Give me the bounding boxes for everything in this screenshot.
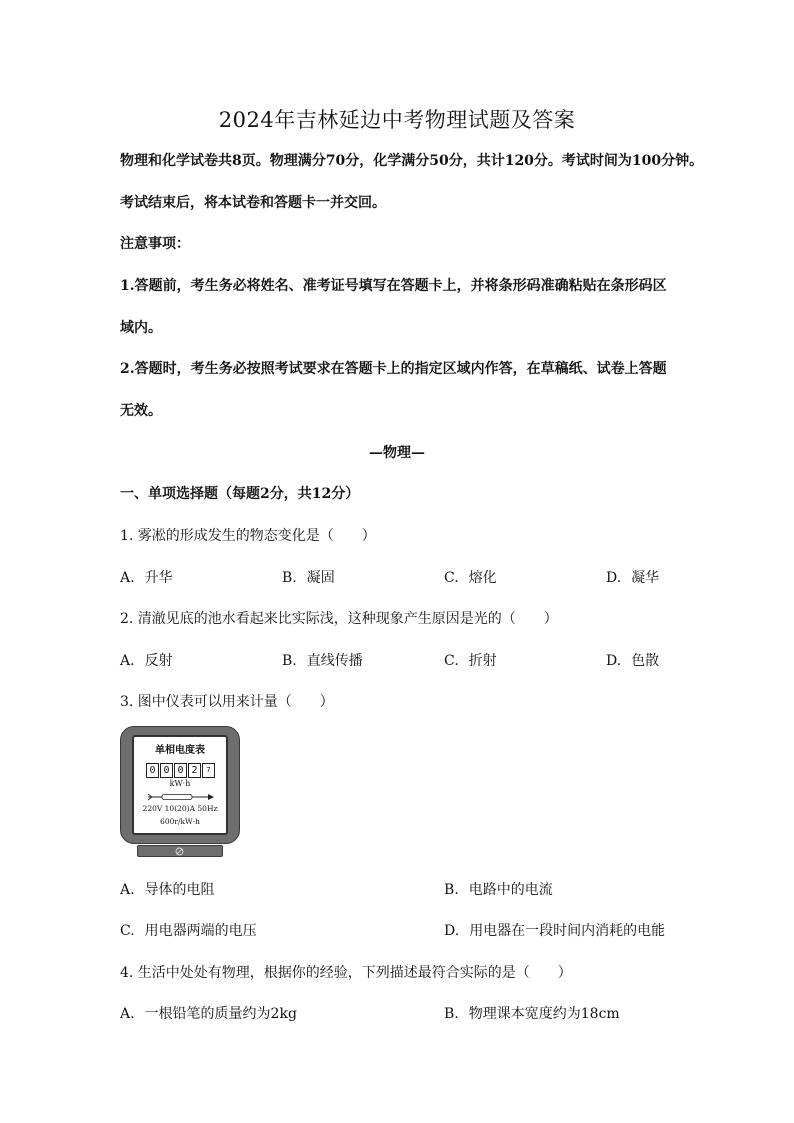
- option-2a: [120, 650, 173, 670]
- option-text: 导体的电阻: [144, 882, 215, 898]
- option-text: 反射: [144, 653, 173, 669]
- meter-base: [137, 845, 223, 857]
- option-3b: [444, 879, 553, 899]
- meter-digit: 2: [188, 763, 201, 778]
- meter-name: 单相电度表: [155, 745, 205, 756]
- option-letter: A.: [120, 882, 135, 898]
- question-stem-4: 4. 生活中处处有物理，根据你的经验，下列描述最符合实际的是（ ）: [120, 965, 572, 981]
- option-text: 物理课本宽度约为18cm: [468, 1006, 620, 1022]
- option-letter: C.: [444, 570, 459, 586]
- terminal-screw-icon: [175, 847, 184, 856]
- option-text: 折射: [468, 653, 497, 669]
- meter-digit-row: [146, 763, 216, 778]
- electricity-meter-figure: [120, 726, 240, 860]
- option-letter: B.: [444, 1006, 459, 1022]
- option-text: 一根铅笔的质量约为2kg: [144, 1006, 297, 1022]
- rotating-disc-arrow-icon: [146, 792, 214, 802]
- notice-item-2b: 无效。: [120, 403, 162, 419]
- option-2d: [606, 650, 659, 670]
- option-4a: [120, 1003, 297, 1023]
- meter-digit: 0: [146, 763, 159, 778]
- option-letter: B.: [282, 653, 297, 669]
- option-letter: C.: [444, 653, 459, 669]
- meter-spec: 220V 10(20)A 50Hz: [142, 804, 218, 813]
- option-2b: [282, 650, 363, 670]
- notice-item-2a: 2.答题时，考生务必按照考试要求在答题卡上的指定区域内作答，在草稿纸、试卷上答题: [120, 361, 667, 377]
- question-stem-3: 3. 图中仪表可以用来计量（ ）: [120, 694, 334, 710]
- option-3d: [444, 920, 665, 940]
- option-text: 用电器两端的电压: [144, 923, 257, 939]
- option-text: 用电器在一段时间内消耗的电能: [469, 923, 666, 939]
- intro-line-2: 考试结束后，将本试卷和答题卡一并交回。: [120, 195, 386, 211]
- meter-face: [132, 735, 228, 835]
- option-3c: [120, 920, 257, 940]
- option-text: 凝华: [631, 570, 660, 586]
- option-text: 凝固: [306, 570, 335, 586]
- page-title: 2024年吉林延边中考物理试题及答案: [218, 108, 576, 132]
- option-letter: A.: [120, 1006, 135, 1022]
- meter-constant: 600r/kW·h: [160, 817, 200, 826]
- option-text: 升华: [144, 570, 173, 586]
- option-letter: A.: [120, 653, 135, 669]
- meter-body: [120, 726, 240, 844]
- option-4b: [444, 1003, 620, 1023]
- option-text: 色散: [631, 653, 660, 669]
- option-letter: A.: [120, 570, 135, 586]
- option-3a: [120, 879, 215, 899]
- option-text: 熔化: [468, 570, 497, 586]
- option-1d: [606, 567, 659, 587]
- option-1a: [120, 567, 173, 587]
- question-stem-1: 1. 雾凇的形成发生的物态变化是（ ）: [120, 528, 376, 544]
- option-letter: C.: [120, 923, 135, 939]
- option-letter: D.: [444, 923, 460, 939]
- option-letter: D.: [606, 653, 622, 669]
- option-letter: B.: [282, 570, 297, 586]
- intro-line-1: 物理和化学试卷共8页。物理满分70分，化学满分50分，共计120分。考试时间为100分钟。: [120, 153, 704, 169]
- notice-item-1a: 1.答题前，考生务必将姓名、准考证号填写在答题卡上，并将条形码准确粘贴在条形码区: [120, 278, 667, 294]
- option-1c: [444, 567, 497, 587]
- option-2c: [444, 650, 497, 670]
- meter-digit: 0: [174, 763, 187, 778]
- option-1b: [282, 567, 335, 587]
- meter-digit: 0: [160, 763, 173, 778]
- notice-item-1b: 域内。: [120, 320, 162, 336]
- part-heading: 一、单项选择题（每题2分，共12分）: [120, 486, 360, 502]
- meter-unit: kW·h: [169, 779, 191, 788]
- option-text: 直线传播: [306, 653, 363, 669]
- notice-heading: 注意事项：: [120, 236, 190, 252]
- option-text: 电路中的电流: [468, 882, 553, 898]
- section-title: —物理—: [369, 445, 425, 461]
- option-letter: D.: [606, 570, 622, 586]
- meter-digit: 7: [202, 763, 215, 778]
- option-letter: B.: [444, 882, 459, 898]
- question-stem-2: 2. 清澈见底的池水看起来比实际浅，这种现象产生原因是光的（ ）: [120, 611, 558, 627]
